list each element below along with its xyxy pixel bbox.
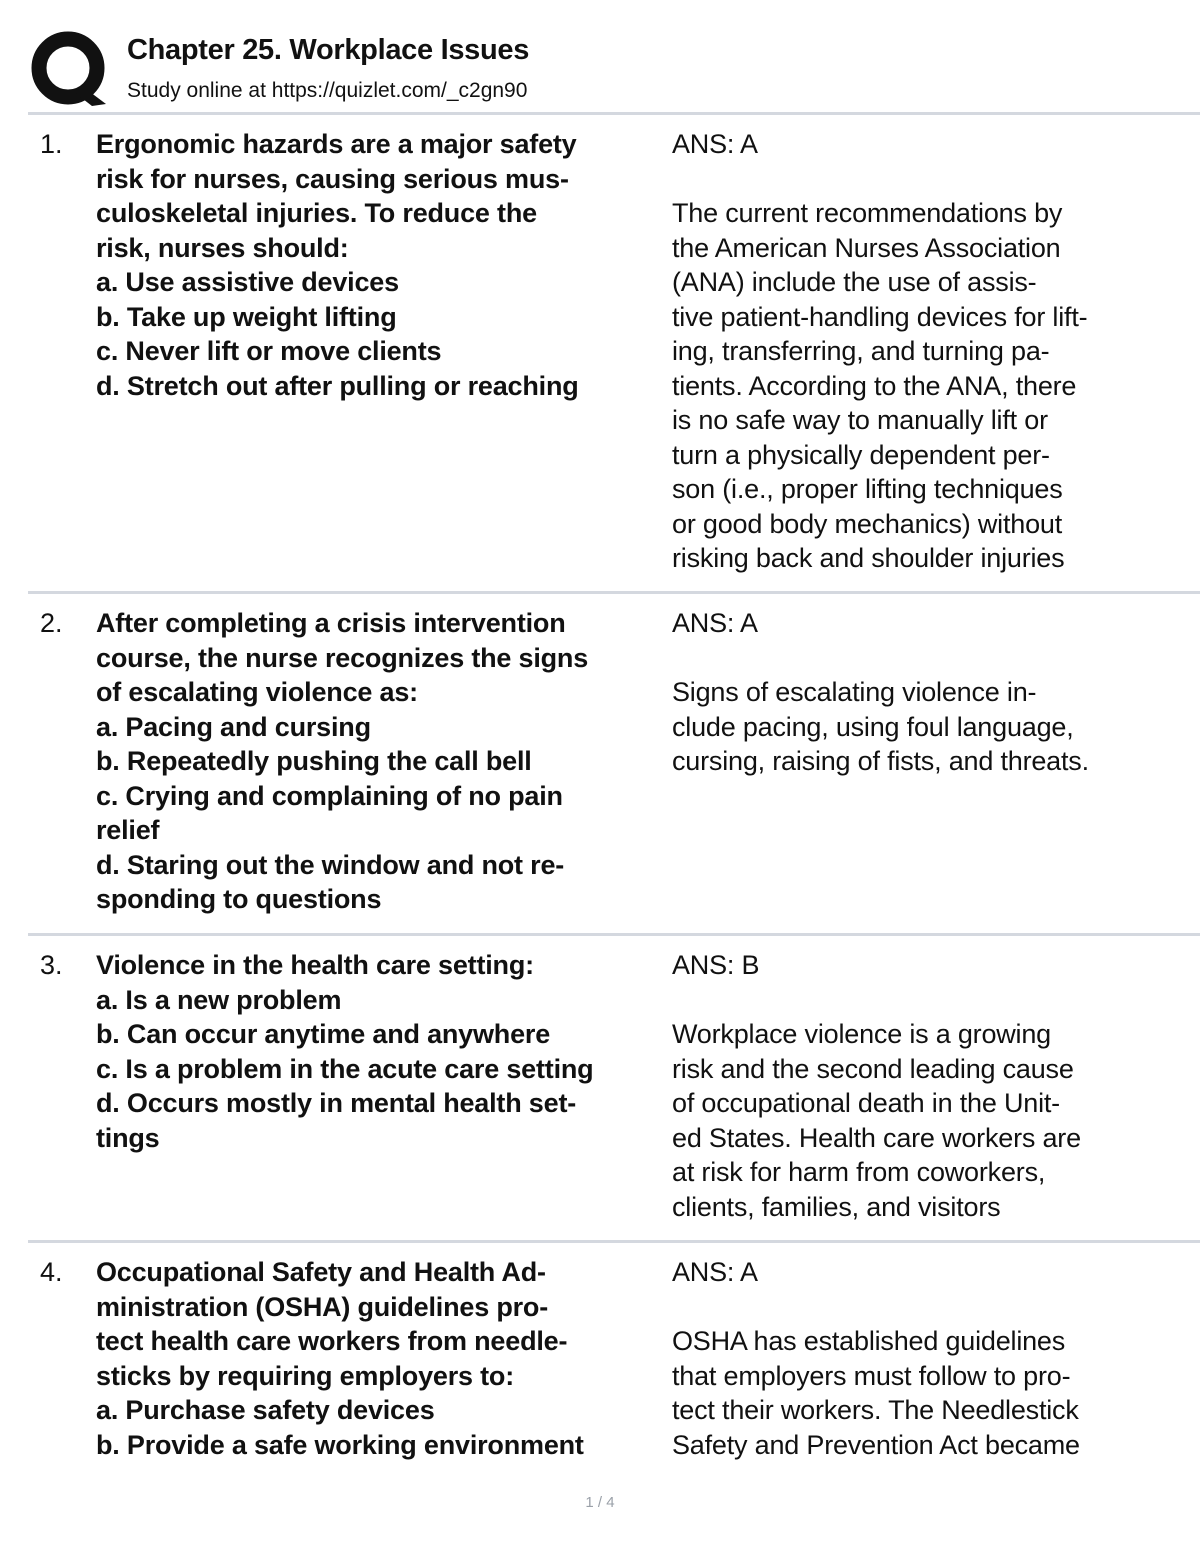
- card-number: 1.: [40, 129, 63, 159]
- card-answer: [672, 127, 1200, 576]
- option-a: a. Purchase safety devices: [96, 1395, 435, 1425]
- flashcard-3: [28, 948, 1200, 1228]
- page-title: Chapter 25. Workplace Issues: [127, 34, 530, 66]
- flashcard-4: [28, 1255, 1200, 1470]
- rationale-line: tive patient-handling devices for lift-: [672, 301, 1088, 332]
- question-line: culoskeletal injuries. To reduce the: [96, 198, 537, 228]
- option-d: d. Occurs mostly in mental health set-: [96, 1088, 577, 1118]
- page-header: [30, 28, 1180, 108]
- option-a: a. Use assistive devices: [96, 267, 399, 297]
- study-online-link[interactable]: Study online at https://quizlet.com/_c2gn90: [127, 79, 528, 102]
- option-b: b. Provide a safe working environment: [96, 1429, 584, 1460]
- rationale-line: Signs of escalating violence in-: [672, 677, 1037, 707]
- spacer: [672, 162, 1200, 197]
- answer-key: ANS: A: [672, 608, 758, 638]
- spacer: [672, 1290, 1200, 1325]
- option-a: a. Pacing and cursing: [96, 711, 371, 742]
- answer-key: ANS: B: [672, 950, 760, 980]
- card-number: 2.: [40, 608, 63, 638]
- question-line: course, the nurse recognizes the signs: [96, 642, 589, 673]
- card-answer: [672, 948, 1200, 1224]
- question-line: of escalating violence as:: [96, 677, 418, 707]
- page-number: 1 / 4: [585, 1494, 615, 1511]
- question-line: After completing a crisis intervention: [96, 608, 566, 638]
- question-line: sticks by requiring employers to:: [96, 1360, 515, 1391]
- divider: [28, 591, 1200, 594]
- card-number: 4.: [40, 1257, 63, 1287]
- rationale-line: clients, families, and visitors: [672, 1191, 1001, 1222]
- card-number: 3.: [40, 950, 63, 980]
- option-d-continued: tings: [96, 1122, 160, 1153]
- rationale-line: The current recommendations by: [672, 198, 1063, 228]
- flashcard-2: [28, 606, 1200, 921]
- answer-key: ANS: A: [672, 129, 758, 159]
- rationale-line: or good body mechanics) without: [672, 508, 1063, 539]
- card-question: [96, 948, 676, 1155]
- rationale-line: OSHA has established guidelines: [672, 1326, 1066, 1356]
- spacer: [672, 641, 1200, 676]
- spacer: [672, 983, 1200, 1018]
- card-question: [96, 127, 676, 403]
- rationale-line: ed States. Health care workers are: [672, 1122, 1081, 1153]
- rationale-line: son (i.e., proper lifting techniques: [672, 474, 1063, 504]
- card-question: [96, 1255, 676, 1462]
- question-line: tect health care workers from needle-: [96, 1326, 568, 1356]
- rationale-line: risk and the second leading cause: [672, 1053, 1074, 1084]
- option-c: c. Is a problem in the acute care setting: [96, 1053, 594, 1084]
- question-line: risk for nurses, causing serious mus-: [96, 163, 569, 194]
- option-d: d. Stretch out after pulling or reaching: [96, 370, 579, 401]
- flashcard-1: [28, 127, 1200, 577]
- card-answer: [672, 1255, 1200, 1462]
- rationale-line: the American Nurses Association: [672, 232, 1061, 263]
- rationale-line: is no safe way to manually lift or: [672, 405, 1048, 435]
- option-c: c. Never lift or move clients: [96, 336, 442, 366]
- card-question: [96, 606, 676, 917]
- question-line: Occupational Safety and Health Ad-: [96, 1257, 546, 1287]
- option-d: d. Staring out the window and not re-: [96, 849, 565, 880]
- rationale-line: ing, transferring, and turning pa-: [672, 336, 1050, 366]
- rationale-line: turn a physically dependent per-: [672, 439, 1050, 470]
- rationale-line: that employers must follow to pro-: [672, 1360, 1071, 1391]
- quizlet-logo-icon: [30, 30, 110, 110]
- rationale-line: tients. According to the ANA, there: [672, 370, 1077, 401]
- rationale-line: at risk for harm from coworkers,: [672, 1157, 1046, 1187]
- option-b: b. Can occur anytime and anywhere: [96, 1019, 551, 1049]
- answer-key: ANS: A: [672, 1257, 758, 1287]
- rationale-line: Safety and Prevention Act became: [672, 1429, 1080, 1460]
- question-line: Violence in the health care setting:: [96, 950, 534, 980]
- option-d-continued: sponding to questions: [96, 884, 382, 914]
- question-line: ministration (OSHA) guidelines pro-: [96, 1291, 549, 1322]
- rationale-line: Workplace violence is a growing: [672, 1019, 1051, 1049]
- divider: [28, 112, 1200, 115]
- rationale-line: risking back and shoulder injuries: [672, 543, 1065, 573]
- rationale-line: of occupational death in the Unit-: [672, 1088, 1060, 1118]
- option-c-continued: relief: [96, 815, 160, 845]
- option-a: a. Is a new problem: [96, 984, 342, 1015]
- divider: [28, 933, 1200, 936]
- rationale-line: cursing, raising of fists, and threats.: [672, 746, 1089, 776]
- rationale-line: (ANA) include the use of assis-: [672, 267, 1037, 297]
- question-line: risk, nurses should:: [96, 232, 349, 263]
- option-b: b. Repeatedly pushing the call bell: [96, 746, 532, 776]
- option-b: b. Take up weight lifting: [96, 301, 397, 332]
- rationale-line: clude pacing, using foul language,: [672, 711, 1074, 742]
- rationale-line: tect their workers. The Needlestick: [672, 1395, 1079, 1425]
- question-line: Ergonomic hazards are a major safety: [96, 129, 577, 159]
- option-c: c. Crying and complaining of no pain: [96, 780, 563, 811]
- divider: [28, 1240, 1200, 1243]
- card-answer: [672, 606, 1200, 779]
